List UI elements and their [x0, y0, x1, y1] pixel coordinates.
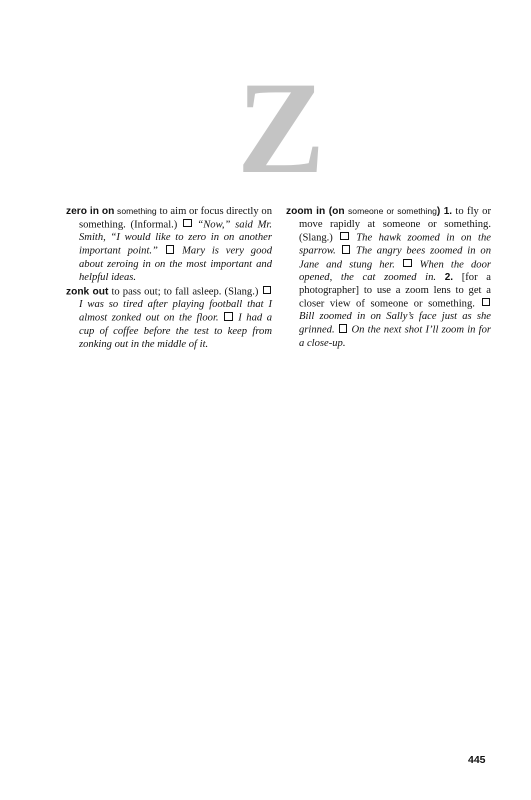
headword-close: )	[436, 206, 441, 217]
sense-number: 1.	[443, 206, 453, 217]
example: Bill zoomed in on Sally’s face just as she grinned.	[299, 311, 491, 336]
entry-zoom-in-on	[286, 205, 491, 350]
example-box-icon	[403, 259, 412, 268]
headword-object: someone or something	[348, 206, 437, 216]
definition: to aim or focus directly on something. (Informal.)	[79, 206, 273, 231]
example: The angry bees zoomed in on Jane and stung her.	[299, 245, 492, 271]
section-letter: Z	[236, 54, 326, 201]
definition: to pass out; to fall asleep. (Slang.)	[111, 286, 259, 298]
example: The hawk zoomed in on the sparrow.	[299, 232, 491, 257]
example: When the door opened, the cat zoomed in.	[299, 259, 491, 284]
definition: to fly or move rapidly at someone or something. (Slang.)	[299, 206, 492, 244]
definition: [for a photographer] to use a zoom lens to get a closer view of someone or something.	[299, 272, 491, 310]
example-box-icon	[482, 298, 491, 307]
headword: zoom in (on	[286, 206, 345, 217]
example-box-icon	[183, 219, 192, 228]
example-box-icon	[263, 286, 272, 295]
example-box-icon	[224, 312, 233, 321]
example-box-icon	[342, 245, 351, 254]
entry-zonk-out	[66, 286, 272, 352]
example-box-icon	[339, 324, 348, 333]
example-box-icon	[166, 245, 175, 254]
example: I had a cup of coffee before the test to keep from zonking out in the middle of it.	[79, 312, 273, 350]
example: “Now,” said Mr. Smith, “I would like to zero in on another important point.”	[79, 219, 273, 257]
page-number: 445	[468, 754, 486, 766]
example: Mary is very good about zeroing in on the most important and helpful ideas.	[79, 245, 272, 283]
right-column	[286, 205, 491, 352]
sense-number: 2.	[444, 272, 454, 284]
headword-object: something	[117, 206, 157, 216]
entry-zero-in-on	[66, 205, 272, 284]
example: On the next shot I’ll zoom in for a close-up.	[299, 324, 491, 349]
headword: zero in on	[66, 206, 115, 217]
example-box-icon	[340, 232, 349, 241]
example: I was so tired after playing football that I almost zonked out on the floor.	[79, 299, 272, 324]
left-column	[66, 205, 272, 353]
headword: zonk out	[66, 286, 109, 298]
